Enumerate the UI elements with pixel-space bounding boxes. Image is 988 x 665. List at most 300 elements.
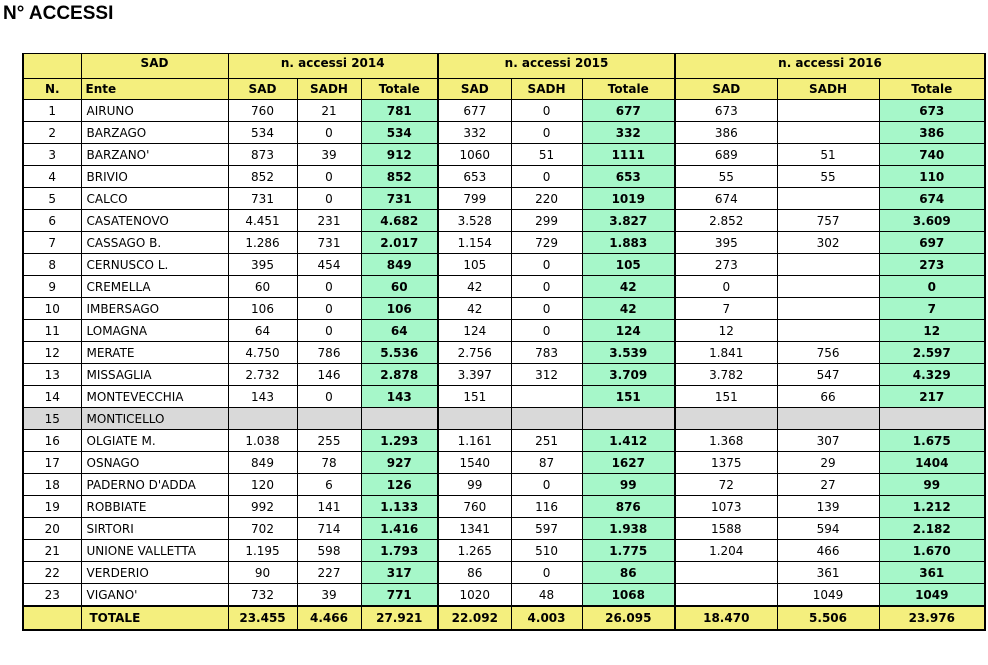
row-number: 15 [23,408,81,430]
row-number: 13 [23,364,81,386]
cell-totale-2014: 2.878 [361,364,438,386]
cell-sad-2014: 873 [228,144,297,166]
cell-sad-2016: 12 [675,320,777,342]
table-row [23,342,985,364]
header-col-sadh-2014: SADH [297,79,361,100]
header-col-totale-2015: Totale [582,79,675,100]
cell-totale-2015: 3.539 [582,342,675,364]
cell-totale-2014: 1.416 [361,518,438,540]
cell-sad-2015: 151 [438,386,511,408]
cell-sadh-2016 [777,408,879,430]
cell-totale-2016: 1.675 [879,430,985,452]
cell-sad-2016 [675,408,777,430]
row-ente: MERATE [81,342,228,364]
cell-totale-2016: 2.182 [879,518,985,540]
row-number: 3 [23,144,81,166]
cell-sad-2016 [675,584,777,607]
row-number: 11 [23,320,81,342]
cell-sad-2014: 120 [228,474,297,496]
cell-sad-2015: 86 [438,562,511,584]
cell-sadh-2016: 66 [777,386,879,408]
cell-sad-2016: 72 [675,474,777,496]
table-row [23,518,985,540]
cell-totale-2016: 1.670 [879,540,985,562]
cell-sadh-2015: 510 [511,540,582,562]
cell-sad-2016: 1.204 [675,540,777,562]
cell-sadh-2014: 0 [297,166,361,188]
row-number: 18 [23,474,81,496]
row-number: 12 [23,342,81,364]
accessi-table [22,53,986,631]
cell-totale-2016: 110 [879,166,985,188]
cell-sad-2014: 992 [228,496,297,518]
table-row [23,276,985,298]
row-ente: OLGIATE M. [81,430,228,452]
cell-totale-2014: 731 [361,188,438,210]
cell-sad-2014: 702 [228,518,297,540]
cell-totale-2014 [361,408,438,430]
table-row [23,144,985,166]
cell-totale-2016: 1049 [879,584,985,607]
cell-totale-2016: 386 [879,122,985,144]
cell-totale-2016: 273 [879,254,985,276]
cell-sad-2016: 273 [675,254,777,276]
cell-totale-2014: 143 [361,386,438,408]
totals-row [23,606,985,630]
cell-sad-2016: 1073 [675,496,777,518]
cell-sad-2016: 151 [675,386,777,408]
cell-totale-2016: 217 [879,386,985,408]
cell-sadh-2015: 51 [511,144,582,166]
cell-sad-2016: 3.782 [675,364,777,386]
cell-sad-2015: 42 [438,298,511,320]
page-title: N° ACCESSI [3,3,114,24]
cell-sadh-2015: 0 [511,298,582,320]
cell-sad-2015: 2.756 [438,342,511,364]
row-number: 23 [23,584,81,607]
cell-sad-2014: 4.451 [228,210,297,232]
cell-totale-2016: 2.597 [879,342,985,364]
cell-totale-2016: 3.609 [879,210,985,232]
cell-sad-2014: 60 [228,276,297,298]
cell-totale-2015: 42 [582,276,675,298]
header-col-totale-2016: Totale [879,79,985,100]
row-number: 9 [23,276,81,298]
cell-totale-2016: 12 [879,320,985,342]
row-ente: CASSAGO B. [81,232,228,254]
cell-totale-2015: 876 [582,496,675,518]
cell-sadh-2014 [297,408,361,430]
cell-sad-2015: 105 [438,254,511,276]
cell-sadh-2015: 0 [511,474,582,496]
cell-totale-2015: 86 [582,562,675,584]
cell-sad-2014: 852 [228,166,297,188]
header-group-sad: SAD [81,54,228,79]
cell-sadh-2016: 302 [777,232,879,254]
table-row [23,210,985,232]
cell-totale-2014: 4.682 [361,210,438,232]
row-ente: MISSAGLIA [81,364,228,386]
table-row [23,166,985,188]
cell-sadh-2015: 220 [511,188,582,210]
cell-sadh-2016: 29 [777,452,879,474]
row-number: 8 [23,254,81,276]
row-ente: BARZAGO [81,122,228,144]
table-row [23,298,985,320]
header-row-cols [23,79,985,100]
table-row [23,100,985,122]
cell-sad-2015: 42 [438,276,511,298]
cell-totale-2014: 64 [361,320,438,342]
cell-sadh-2016: 547 [777,364,879,386]
cell-sad-2015: 799 [438,188,511,210]
header-ente: Ente [81,79,228,100]
table-row [23,122,985,144]
cell-totale-2015: 1.775 [582,540,675,562]
cell-sadh-2014: 731 [297,232,361,254]
cell-sad-2014: 64 [228,320,297,342]
cell-sad-2014: 731 [228,188,297,210]
cell-totale-2015: 99 [582,474,675,496]
header-n: N. [23,79,81,100]
cell-sad-2016: 395 [675,232,777,254]
cell-sadh-2015: 312 [511,364,582,386]
cell-sadh-2014: 39 [297,584,361,607]
cell-sad-2014: 4.750 [228,342,297,364]
cell-sadh-2016: 757 [777,210,879,232]
cell-sadh-2014: 0 [297,320,361,342]
cell-sadh-2016: 594 [777,518,879,540]
total-totale-2016: 23.976 [879,606,985,630]
cell-sad-2015: 653 [438,166,511,188]
total-totale-2014: 27.921 [361,606,438,630]
cell-sad-2016: 673 [675,100,777,122]
header-col-sad-2016: SAD [675,79,777,100]
row-number: 19 [23,496,81,518]
cell-sadh-2015: 0 [511,562,582,584]
header-row-years [23,54,985,79]
cell-totale-2016 [879,408,985,430]
cell-sad-2014: 760 [228,100,297,122]
table-row [23,364,985,386]
cell-totale-2015: 1.412 [582,430,675,452]
cell-sadh-2015: 0 [511,254,582,276]
cell-totale-2015: 1111 [582,144,675,166]
cell-totale-2015: 3.709 [582,364,675,386]
cell-sadh-2014: 141 [297,496,361,518]
header-col-totale-2014: Totale [361,79,438,100]
cell-totale-2016: 673 [879,100,985,122]
cell-sad-2015: 1060 [438,144,511,166]
table-row [23,408,985,430]
cell-sadh-2014: 231 [297,210,361,232]
cell-totale-2015: 3.827 [582,210,675,232]
cell-sad-2014: 1.038 [228,430,297,452]
cell-sadh-2016: 51 [777,144,879,166]
cell-sadh-2015: 48 [511,584,582,607]
cell-totale-2014: 106 [361,298,438,320]
cell-sad-2015: 677 [438,100,511,122]
cell-totale-2014: 1.293 [361,430,438,452]
cell-sadh-2014: 255 [297,430,361,452]
cell-totale-2015: 677 [582,100,675,122]
row-ente: CERNUSCO L. [81,254,228,276]
cell-sad-2016: 1588 [675,518,777,540]
row-ente: SIRTORI [81,518,228,540]
cell-totale-2014: 1.793 [361,540,438,562]
cell-sadh-2016: 307 [777,430,879,452]
row-number: 20 [23,518,81,540]
cell-sad-2016: 7 [675,298,777,320]
row-ente: VIGANO' [81,584,228,607]
cell-totale-2014: 927 [361,452,438,474]
cell-sadh-2015: 597 [511,518,582,540]
total-sad-2015: 22.092 [438,606,511,630]
cell-totale-2014: 849 [361,254,438,276]
cell-totale-2016: 361 [879,562,985,584]
cell-sadh-2015: 299 [511,210,582,232]
header-col-sadh-2015: SADH [511,79,582,100]
cell-totale-2015 [582,408,675,430]
table-row [23,386,985,408]
row-ente: PADERNO D'ADDA [81,474,228,496]
table-row [23,452,985,474]
cell-sadh-2014: 146 [297,364,361,386]
cell-totale-2016: 697 [879,232,985,254]
cell-sad-2016: 0 [675,276,777,298]
cell-sadh-2014: 6 [297,474,361,496]
cell-sad-2016: 2.852 [675,210,777,232]
cell-sadh-2014: 786 [297,342,361,364]
cell-sadh-2015: 0 [511,122,582,144]
cell-totale-2015: 151 [582,386,675,408]
cell-sadh-2014: 0 [297,386,361,408]
cell-sadh-2016 [777,254,879,276]
row-number: 5 [23,188,81,210]
cell-totale-2015: 1.938 [582,518,675,540]
cell-sad-2014: 143 [228,386,297,408]
table-row [23,254,985,276]
cell-sad-2015: 1540 [438,452,511,474]
row-number: 7 [23,232,81,254]
cell-totale-2014: 534 [361,122,438,144]
cell-sadh-2016: 55 [777,166,879,188]
cell-totale-2014: 852 [361,166,438,188]
cell-sad-2015: 1341 [438,518,511,540]
cell-sadh-2015: 0 [511,276,582,298]
row-ente: VERDERIO [81,562,228,584]
row-ente: MONTICELLO [81,408,228,430]
row-ente: IMBERSAGO [81,298,228,320]
cell-totale-2016: 4.329 [879,364,985,386]
row-ente: CASATENOVO [81,210,228,232]
cell-sadh-2014: 78 [297,452,361,474]
cell-totale-2016: 0 [879,276,985,298]
cell-sadh-2015: 116 [511,496,582,518]
cell-totale-2014: 60 [361,276,438,298]
cell-sad-2014: 1.286 [228,232,297,254]
table-row [23,584,985,607]
cell-sad-2014: 106 [228,298,297,320]
cell-sadh-2015 [511,408,582,430]
row-ente: CREMELLA [81,276,228,298]
cell-sad-2016: 1375 [675,452,777,474]
cell-totale-2016: 674 [879,188,985,210]
cell-totale-2015: 332 [582,122,675,144]
cell-sadh-2014: 0 [297,298,361,320]
totals-n [23,606,81,630]
cell-sad-2015: 1.161 [438,430,511,452]
header-year-2015: n. accessi 2015 [438,54,675,79]
cell-totale-2014: 5.536 [361,342,438,364]
cell-totale-2016: 99 [879,474,985,496]
table-row [23,496,985,518]
cell-sadh-2014: 39 [297,144,361,166]
cell-sadh-2015: 729 [511,232,582,254]
cell-sadh-2015: 0 [511,320,582,342]
header-col-sad-2015: SAD [438,79,511,100]
cell-sad-2015: 124 [438,320,511,342]
cell-sadh-2016: 1049 [777,584,879,607]
table-row [23,232,985,254]
header-year-2016: n. accessi 2016 [675,54,985,79]
row-ente: OSNAGO [81,452,228,474]
cell-sadh-2015: 783 [511,342,582,364]
cell-totale-2015: 42 [582,298,675,320]
cell-sadh-2014: 0 [297,188,361,210]
cell-totale-2014: 771 [361,584,438,607]
cell-sadh-2015: 87 [511,452,582,474]
total-sadh-2015: 4.003 [511,606,582,630]
cell-sadh-2016: 466 [777,540,879,562]
cell-sadh-2016: 756 [777,342,879,364]
row-ente: AIRUNO [81,100,228,122]
cell-sadh-2014: 0 [297,276,361,298]
row-number: 2 [23,122,81,144]
cell-sad-2014: 534 [228,122,297,144]
cell-sad-2015: 3.397 [438,364,511,386]
header-n-top [23,54,81,79]
cell-sad-2016: 1.368 [675,430,777,452]
cell-totale-2015: 105 [582,254,675,276]
cell-sadh-2015 [511,386,582,408]
table-row [23,430,985,452]
cell-sadh-2016: 361 [777,562,879,584]
cell-totale-2015: 124 [582,320,675,342]
total-sadh-2016: 5.506 [777,606,879,630]
cell-sad-2015: 332 [438,122,511,144]
table-row [23,540,985,562]
cell-totale-2014: 1.133 [361,496,438,518]
header-col-sadh-2016: SADH [777,79,879,100]
cell-sadh-2014: 0 [297,122,361,144]
row-ente: BARZANO' [81,144,228,166]
cell-totale-2014: 912 [361,144,438,166]
cell-sad-2016: 386 [675,122,777,144]
header-year-2014: n. accessi 2014 [228,54,438,79]
total-sadh-2014: 4.466 [297,606,361,630]
cell-sadh-2015: 0 [511,166,582,188]
total-sad-2016: 18.470 [675,606,777,630]
totals-label: TOTALE [81,606,228,630]
cell-sad-2016: 1.841 [675,342,777,364]
row-number: 6 [23,210,81,232]
cell-sad-2015: 1.154 [438,232,511,254]
row-ente: LOMAGNA [81,320,228,342]
cell-totale-2016: 1404 [879,452,985,474]
row-number: 1 [23,100,81,122]
cell-totale-2016: 7 [879,298,985,320]
cell-sadh-2014: 714 [297,518,361,540]
cell-sad-2014: 732 [228,584,297,607]
cell-sad-2016: 674 [675,188,777,210]
cell-sadh-2015: 0 [511,100,582,122]
cell-sad-2016: 55 [675,166,777,188]
row-number: 4 [23,166,81,188]
cell-totale-2015: 1019 [582,188,675,210]
cell-sad-2015: 1020 [438,584,511,607]
cell-totale-2015: 653 [582,166,675,188]
cell-sadh-2014: 21 [297,100,361,122]
cell-sad-2016: 689 [675,144,777,166]
cell-sad-2015 [438,408,511,430]
cell-sad-2015: 3.528 [438,210,511,232]
cell-totale-2016: 740 [879,144,985,166]
header-col-sad-2014: SAD [228,79,297,100]
cell-totale-2015: 1.883 [582,232,675,254]
row-ente: BRIVIO [81,166,228,188]
row-ente: UNIONE VALLETTA [81,540,228,562]
cell-sadh-2016 [777,276,879,298]
cell-totale-2016: 1.212 [879,496,985,518]
row-ente: CALCO [81,188,228,210]
row-number: 14 [23,386,81,408]
row-number: 22 [23,562,81,584]
cell-sadh-2014: 598 [297,540,361,562]
cell-sadh-2015: 251 [511,430,582,452]
row-number: 10 [23,298,81,320]
cell-totale-2014: 126 [361,474,438,496]
cell-sad-2015: 760 [438,496,511,518]
cell-sad-2014: 395 [228,254,297,276]
row-ente: MONTEVECCHIA [81,386,228,408]
row-number: 17 [23,452,81,474]
row-ente: ROBBIATE [81,496,228,518]
cell-sad-2014: 1.195 [228,540,297,562]
cell-totale-2014: 2.017 [361,232,438,254]
cell-totale-2014: 317 [361,562,438,584]
cell-sadh-2016 [777,122,879,144]
table-row [23,474,985,496]
cell-sadh-2016 [777,100,879,122]
table-row [23,320,985,342]
cell-sadh-2016 [777,320,879,342]
cell-sadh-2014: 454 [297,254,361,276]
cell-sadh-2016: 139 [777,496,879,518]
total-sad-2014: 23.455 [228,606,297,630]
table-row [23,188,985,210]
cell-sadh-2014: 227 [297,562,361,584]
cell-sad-2014: 849 [228,452,297,474]
cell-sad-2015: 99 [438,474,511,496]
cell-sad-2014: 90 [228,562,297,584]
table-row [23,562,985,584]
total-totale-2015: 26.095 [582,606,675,630]
row-number: 21 [23,540,81,562]
cell-sad-2014: 2.732 [228,364,297,386]
cell-totale-2015: 1068 [582,584,675,607]
cell-sad-2015: 1.265 [438,540,511,562]
